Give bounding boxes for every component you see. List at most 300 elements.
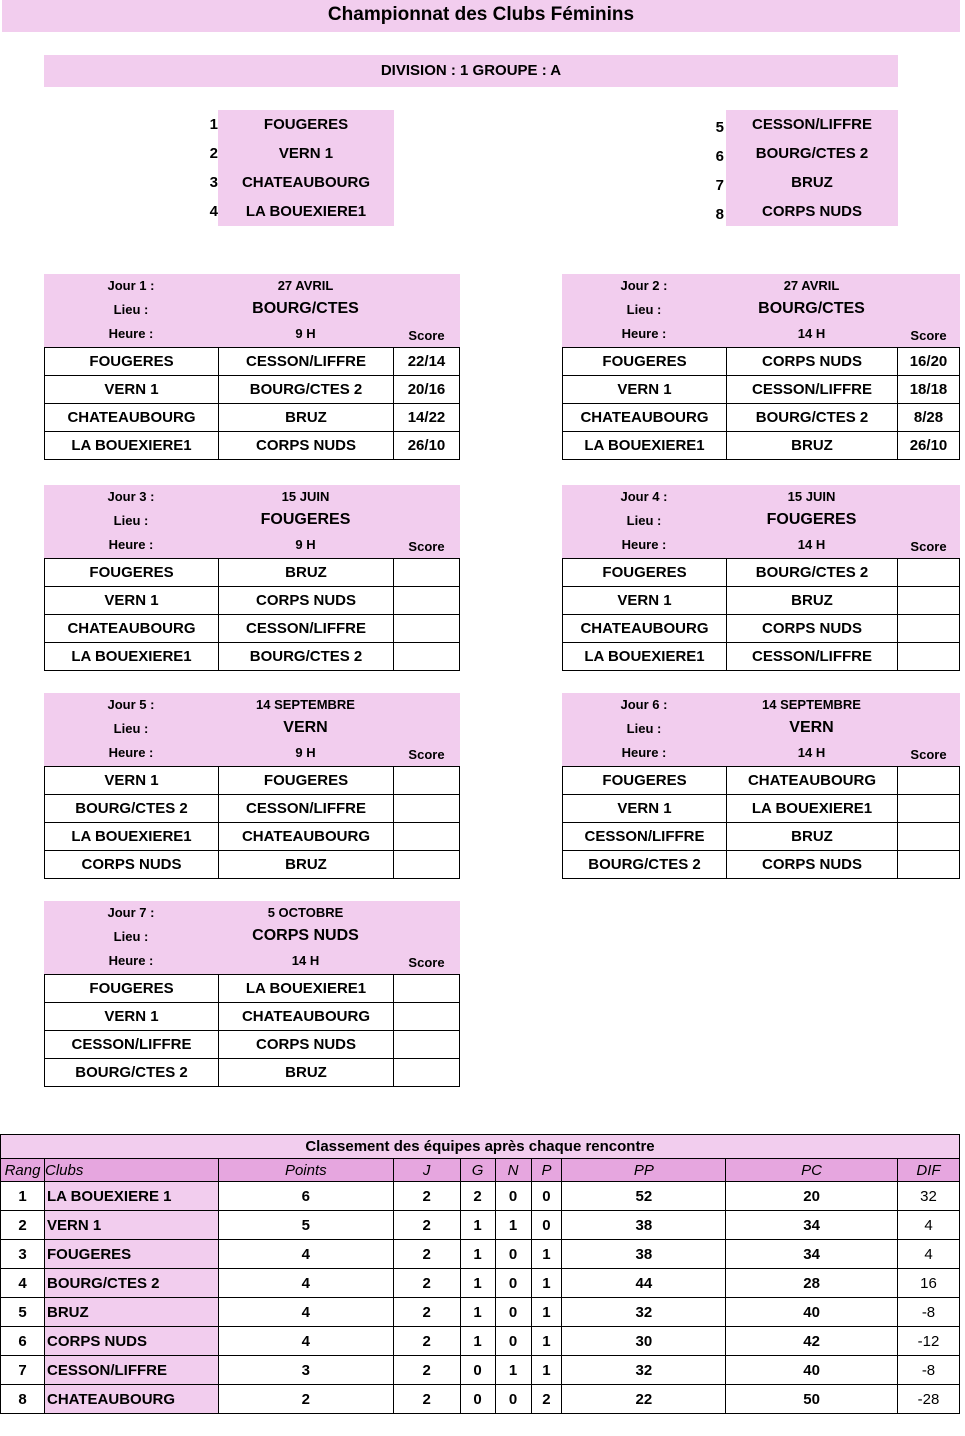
match-row bbox=[563, 823, 960, 851]
team-number: 6 bbox=[715, 148, 724, 165]
match-row bbox=[45, 432, 460, 460]
away-team: BRUZ bbox=[219, 404, 394, 432]
team-name: CHATEAUBOURG bbox=[241, 174, 371, 191]
match-row bbox=[563, 348, 960, 376]
match-score bbox=[898, 851, 960, 879]
away-team: CESSON/LIFFRE bbox=[219, 348, 394, 376]
match-row bbox=[45, 404, 460, 432]
stat-cell: 0 bbox=[460, 1385, 495, 1414]
standings-header-cell: N bbox=[495, 1159, 531, 1182]
rank-cell: 3 bbox=[1, 1240, 45, 1269]
home-team: VERN 1 bbox=[563, 587, 727, 615]
home-team: VERN 1 bbox=[45, 767, 219, 795]
team-name: BOURG/CTES 2 bbox=[755, 145, 869, 162]
stat-cell: 2 bbox=[393, 1385, 460, 1414]
stat-cell: 22 bbox=[562, 1385, 726, 1414]
team-number: 5 bbox=[715, 119, 724, 136]
team-number: 2 bbox=[209, 145, 218, 162]
match-row bbox=[45, 975, 460, 1003]
match-row bbox=[563, 559, 960, 587]
home-team: VERN 1 bbox=[45, 376, 219, 404]
stat-cell: 2 bbox=[393, 1327, 460, 1356]
stat-cell: 40 bbox=[726, 1356, 898, 1385]
match-table bbox=[44, 347, 460, 460]
day-time: 14 H bbox=[291, 953, 320, 968]
day-time: 9 H bbox=[295, 745, 316, 760]
score-label: Score bbox=[408, 955, 445, 970]
day-date: 27 AVRIL bbox=[277, 278, 334, 293]
away-team: CORPS NUDS bbox=[727, 851, 898, 879]
match-day-block bbox=[44, 274, 460, 460]
stat-cell: 1 bbox=[531, 1327, 562, 1356]
rank-cell: 8 bbox=[1, 1385, 45, 1414]
home-team: VERN 1 bbox=[45, 1003, 219, 1031]
day-date: 14 SEPTEMBRE bbox=[256, 697, 355, 712]
score-label: Score bbox=[910, 539, 947, 554]
stat-cell: 4 bbox=[218, 1327, 393, 1356]
heure-label: Heure : bbox=[621, 326, 667, 341]
day-header bbox=[562, 485, 960, 558]
away-team: LA BOUEXIERE1 bbox=[219, 975, 394, 1003]
heure-label: Heure : bbox=[108, 745, 154, 760]
away-team: CORPS NUDS bbox=[219, 1031, 394, 1059]
stat-cell: 32 bbox=[562, 1356, 726, 1385]
match-score: 26/10 bbox=[394, 432, 460, 460]
home-team: CHATEAUBOURG bbox=[563, 404, 727, 432]
match-score bbox=[898, 559, 960, 587]
club-cell: FOUGERES bbox=[44, 1240, 218, 1269]
day-header bbox=[44, 901, 460, 974]
match-row bbox=[563, 795, 960, 823]
home-team: LA BOUEXIERE1 bbox=[563, 643, 727, 671]
stat-cell: 2 bbox=[393, 1211, 460, 1240]
dif-cell: 4 bbox=[897, 1240, 959, 1269]
away-team: CHATEAUBOURG bbox=[219, 823, 394, 851]
away-team: FOUGERES bbox=[219, 767, 394, 795]
home-team: CHATEAUBOURG bbox=[45, 404, 219, 432]
match-row bbox=[45, 851, 460, 879]
day-venue: VERN bbox=[283, 719, 328, 736]
stat-cell: 38 bbox=[562, 1211, 726, 1240]
day-label: Jour 4 : bbox=[620, 489, 668, 504]
day-time: 14 H bbox=[797, 326, 826, 341]
day-date: 15 JUIN bbox=[281, 489, 330, 504]
rank-cell: 4 bbox=[1, 1269, 45, 1298]
away-team: CESSON/LIFFRE bbox=[219, 615, 394, 643]
away-team: BRUZ bbox=[219, 1059, 394, 1087]
standings-row bbox=[1, 1385, 960, 1414]
team-number: 1 bbox=[209, 116, 218, 133]
stat-cell: 0 bbox=[495, 1182, 531, 1211]
club-cell: LA BOUEXIERE 1 bbox=[44, 1182, 218, 1211]
stat-cell: 1 bbox=[531, 1356, 562, 1385]
page-title: Championnat des Clubs Féminins bbox=[2, 0, 960, 32]
standings-header-cell: DIF bbox=[897, 1159, 959, 1182]
day-venue: FOUGERES bbox=[766, 511, 857, 528]
stat-cell: 28 bbox=[726, 1269, 898, 1298]
team-number: 8 bbox=[715, 206, 724, 223]
heure-label: Heure : bbox=[108, 953, 154, 968]
day-label: Jour 5 : bbox=[107, 697, 155, 712]
dif-cell: 4 bbox=[897, 1211, 959, 1240]
stat-cell: 40 bbox=[726, 1298, 898, 1327]
rank-cell: 1 bbox=[1, 1182, 45, 1211]
stat-cell: 6 bbox=[218, 1182, 393, 1211]
match-row bbox=[45, 1003, 460, 1031]
day-header bbox=[44, 485, 460, 558]
match-row bbox=[563, 615, 960, 643]
stat-cell: 34 bbox=[726, 1240, 898, 1269]
match-score bbox=[898, 643, 960, 671]
team-name: LA BOUEXIERE1 bbox=[245, 203, 367, 220]
match-row bbox=[563, 404, 960, 432]
standings-row bbox=[1, 1182, 960, 1211]
match-row bbox=[45, 348, 460, 376]
stat-cell: 2 bbox=[393, 1182, 460, 1211]
stat-cell: 0 bbox=[495, 1269, 531, 1298]
stat-cell: 2 bbox=[218, 1385, 393, 1414]
stat-cell: 20 bbox=[726, 1182, 898, 1211]
match-score bbox=[394, 795, 460, 823]
stat-cell: 2 bbox=[460, 1182, 495, 1211]
away-team: CORPS NUDS bbox=[219, 432, 394, 460]
home-team: VERN 1 bbox=[563, 795, 727, 823]
day-header bbox=[44, 693, 460, 766]
standings-header-cell: Clubs bbox=[44, 1159, 218, 1182]
home-team: LA BOUEXIERE1 bbox=[563, 432, 727, 460]
match-score bbox=[394, 1003, 460, 1031]
day-label: Jour 1 : bbox=[107, 278, 155, 293]
home-team: FOUGERES bbox=[563, 348, 727, 376]
match-row bbox=[45, 643, 460, 671]
standings-header-cell: Points bbox=[218, 1159, 393, 1182]
match-day-block bbox=[44, 693, 460, 879]
score-label: Score bbox=[408, 539, 445, 554]
away-team: CORPS NUDS bbox=[727, 348, 898, 376]
club-cell: CESSON/LIFFRE bbox=[44, 1356, 218, 1385]
day-venue: VERN bbox=[789, 719, 834, 736]
match-score bbox=[394, 1059, 460, 1087]
match-row bbox=[45, 795, 460, 823]
team-number: 7 bbox=[715, 177, 724, 194]
home-team: LA BOUEXIERE1 bbox=[45, 432, 219, 460]
match-score bbox=[898, 767, 960, 795]
match-day-block bbox=[562, 274, 960, 460]
stat-cell: 1 bbox=[531, 1240, 562, 1269]
stat-cell: 44 bbox=[562, 1269, 726, 1298]
dif-cell: -8 bbox=[897, 1356, 959, 1385]
standings-row bbox=[1, 1298, 960, 1327]
standings-header-cell: PP bbox=[562, 1159, 726, 1182]
home-team: LA BOUEXIERE1 bbox=[45, 643, 219, 671]
stat-cell: 2 bbox=[531, 1385, 562, 1414]
lieu-label: Lieu : bbox=[626, 302, 662, 317]
home-team: CHATEAUBOURG bbox=[563, 615, 727, 643]
dif-cell: 32 bbox=[897, 1182, 959, 1211]
day-label: Jour 6 : bbox=[620, 697, 668, 712]
dif-cell: -8 bbox=[897, 1298, 959, 1327]
match-row bbox=[45, 587, 460, 615]
division-banner: DIVISION : 1 GROUPE : A bbox=[44, 55, 898, 87]
standings-row bbox=[1, 1211, 960, 1240]
stat-cell: 30 bbox=[562, 1327, 726, 1356]
lieu-label: Lieu : bbox=[626, 721, 662, 736]
match-score bbox=[394, 767, 460, 795]
stat-cell: 2 bbox=[393, 1240, 460, 1269]
home-team: FOUGERES bbox=[45, 975, 219, 1003]
home-team: BOURG/CTES 2 bbox=[45, 795, 219, 823]
match-score: 20/16 bbox=[394, 376, 460, 404]
day-date: 5 OCTOBRE bbox=[267, 905, 344, 920]
match-row bbox=[563, 851, 960, 879]
club-cell: BRUZ bbox=[44, 1298, 218, 1327]
away-team: BRUZ bbox=[727, 432, 898, 460]
stat-cell: 0 bbox=[531, 1182, 562, 1211]
dif-cell: 16 bbox=[897, 1269, 959, 1298]
match-score bbox=[394, 587, 460, 615]
team-name: VERN 1 bbox=[278, 145, 334, 162]
match-row bbox=[563, 643, 960, 671]
stat-cell: 1 bbox=[460, 1327, 495, 1356]
day-label: Jour 3 : bbox=[107, 489, 155, 504]
match-score bbox=[394, 643, 460, 671]
stat-cell: 0 bbox=[495, 1298, 531, 1327]
team-number: 3 bbox=[209, 174, 218, 191]
score-label: Score bbox=[910, 747, 947, 762]
day-time: 9 H bbox=[295, 326, 316, 341]
match-day-block bbox=[562, 485, 960, 671]
home-team: FOUGERES bbox=[563, 767, 727, 795]
match-score: 26/10 bbox=[898, 432, 960, 460]
standings-row bbox=[1, 1240, 960, 1269]
team-name: FOUGERES bbox=[263, 116, 349, 133]
score-label: Score bbox=[408, 747, 445, 762]
score-label: Score bbox=[408, 328, 445, 343]
stat-cell: 1 bbox=[531, 1269, 562, 1298]
club-cell: CHATEAUBOURG bbox=[44, 1385, 218, 1414]
home-team: VERN 1 bbox=[45, 587, 219, 615]
stat-cell: 2 bbox=[393, 1356, 460, 1385]
rank-cell: 7 bbox=[1, 1356, 45, 1385]
match-row bbox=[45, 1031, 460, 1059]
standings-header-cell: G bbox=[460, 1159, 495, 1182]
stat-cell: 0 bbox=[495, 1385, 531, 1414]
heure-label: Heure : bbox=[108, 537, 154, 552]
match-score bbox=[898, 795, 960, 823]
match-row bbox=[563, 376, 960, 404]
day-venue: BOURG/CTES bbox=[758, 300, 865, 317]
stat-cell: 2 bbox=[393, 1269, 460, 1298]
away-team: BRUZ bbox=[219, 851, 394, 879]
day-time: 14 H bbox=[797, 537, 826, 552]
match-score bbox=[898, 615, 960, 643]
match-score bbox=[394, 975, 460, 1003]
stat-cell: 34 bbox=[726, 1211, 898, 1240]
match-day-block bbox=[562, 693, 960, 879]
heure-label: Heure : bbox=[621, 537, 667, 552]
standings-header-cell: J bbox=[393, 1159, 460, 1182]
rank-cell: 6 bbox=[1, 1327, 45, 1356]
day-header bbox=[562, 693, 960, 766]
standings-header-row bbox=[1, 1159, 960, 1182]
lieu-label: Lieu : bbox=[113, 929, 149, 944]
home-team: CESSON/LIFFRE bbox=[45, 1031, 219, 1059]
away-team: BOURG/CTES 2 bbox=[727, 559, 898, 587]
match-table bbox=[44, 766, 460, 879]
stat-cell: 52 bbox=[562, 1182, 726, 1211]
away-team: CORPS NUDS bbox=[219, 587, 394, 615]
score-label: Score bbox=[910, 328, 947, 343]
home-team: LA BOUEXIERE1 bbox=[45, 823, 219, 851]
standings-table bbox=[0, 1158, 960, 1414]
stat-cell: 4 bbox=[218, 1240, 393, 1269]
stat-cell: 2 bbox=[393, 1298, 460, 1327]
away-team: BRUZ bbox=[727, 587, 898, 615]
day-header bbox=[562, 274, 960, 347]
lieu-label: Lieu : bbox=[113, 302, 149, 317]
day-date: 15 JUIN bbox=[787, 489, 836, 504]
match-table bbox=[44, 974, 460, 1087]
dif-cell: -28 bbox=[897, 1385, 959, 1414]
match-day-block bbox=[44, 901, 460, 1087]
match-score: 18/18 bbox=[898, 376, 960, 404]
stat-cell: 50 bbox=[726, 1385, 898, 1414]
match-score bbox=[394, 823, 460, 851]
home-team: VERN 1 bbox=[563, 376, 727, 404]
away-team: CORPS NUDS bbox=[727, 615, 898, 643]
match-row bbox=[45, 376, 460, 404]
match-row bbox=[563, 767, 960, 795]
match-score: 8/28 bbox=[898, 404, 960, 432]
stat-cell: 4 bbox=[218, 1298, 393, 1327]
day-venue: FOUGERES bbox=[260, 511, 351, 528]
match-row bbox=[45, 767, 460, 795]
stat-cell: 38 bbox=[562, 1240, 726, 1269]
match-score bbox=[394, 559, 460, 587]
match-row bbox=[45, 823, 460, 851]
match-score bbox=[394, 851, 460, 879]
stat-cell: 0 bbox=[460, 1356, 495, 1385]
away-team: LA BOUEXIERE1 bbox=[727, 795, 898, 823]
club-cell: VERN 1 bbox=[44, 1211, 218, 1240]
team-list-box bbox=[726, 110, 898, 226]
home-team: FOUGERES bbox=[45, 348, 219, 376]
match-score: 22/14 bbox=[394, 348, 460, 376]
lieu-label: Lieu : bbox=[626, 513, 662, 528]
away-team: CESSON/LIFFRE bbox=[727, 643, 898, 671]
stat-cell: 1 bbox=[495, 1356, 531, 1385]
away-team: BOURG/CTES 2 bbox=[219, 376, 394, 404]
stat-cell: 3 bbox=[218, 1356, 393, 1385]
club-cell: CORPS NUDS bbox=[44, 1327, 218, 1356]
heure-label: Heure : bbox=[108, 326, 154, 341]
stat-cell: 1 bbox=[495, 1211, 531, 1240]
standings-header-cell: P bbox=[531, 1159, 562, 1182]
match-score bbox=[898, 823, 960, 851]
stat-cell: 42 bbox=[726, 1327, 898, 1356]
away-team: CHATEAUBOURG bbox=[727, 767, 898, 795]
home-team: BOURG/CTES 2 bbox=[563, 851, 727, 879]
standings-row bbox=[1, 1269, 960, 1298]
day-venue: CORPS NUDS bbox=[252, 927, 359, 944]
standings-header-cell: PC bbox=[726, 1159, 898, 1182]
away-team: CHATEAUBOURG bbox=[219, 1003, 394, 1031]
heure-label: Heure : bbox=[621, 745, 667, 760]
stat-cell: 0 bbox=[495, 1327, 531, 1356]
standings-row bbox=[1, 1356, 960, 1385]
match-table bbox=[562, 558, 960, 671]
stat-cell: 0 bbox=[495, 1240, 531, 1269]
stat-cell: 1 bbox=[531, 1298, 562, 1327]
stat-cell: 32 bbox=[562, 1298, 726, 1327]
away-team: BOURG/CTES 2 bbox=[727, 404, 898, 432]
team-number: 4 bbox=[209, 203, 218, 220]
day-time: 14 H bbox=[797, 745, 826, 760]
home-team: BOURG/CTES 2 bbox=[45, 1059, 219, 1087]
stat-cell: 5 bbox=[218, 1211, 393, 1240]
dif-cell: -12 bbox=[897, 1327, 959, 1356]
match-score bbox=[898, 587, 960, 615]
match-table bbox=[562, 766, 960, 879]
day-label: Jour 2 : bbox=[620, 278, 668, 293]
match-row bbox=[45, 1059, 460, 1087]
team-name: CORPS NUDS bbox=[761, 203, 862, 220]
standings-header-cell: Rang bbox=[1, 1159, 45, 1182]
rank-cell: 5 bbox=[1, 1298, 45, 1327]
away-team: CESSON/LIFFRE bbox=[219, 795, 394, 823]
lieu-label: Lieu : bbox=[113, 721, 149, 736]
day-date: 27 AVRIL bbox=[783, 278, 840, 293]
home-team: CESSON/LIFFRE bbox=[563, 823, 727, 851]
match-score: 16/20 bbox=[898, 348, 960, 376]
home-team: FOUGERES bbox=[45, 559, 219, 587]
stat-cell: 0 bbox=[531, 1211, 562, 1240]
match-score bbox=[394, 615, 460, 643]
team-list-box bbox=[218, 110, 394, 226]
match-table bbox=[44, 558, 460, 671]
day-date: 14 SEPTEMBRE bbox=[762, 697, 861, 712]
away-team: BOURG/CTES 2 bbox=[219, 643, 394, 671]
standings-row bbox=[1, 1327, 960, 1356]
day-time: 9 H bbox=[295, 537, 316, 552]
stat-cell: 1 bbox=[460, 1298, 495, 1327]
home-team: CORPS NUDS bbox=[45, 851, 219, 879]
day-label: Jour 7 : bbox=[107, 905, 155, 920]
team-name: CESSON/LIFFRE bbox=[751, 116, 872, 133]
match-score bbox=[394, 1031, 460, 1059]
away-team: BRUZ bbox=[727, 823, 898, 851]
lieu-label: Lieu : bbox=[113, 513, 149, 528]
stat-cell: 1 bbox=[460, 1211, 495, 1240]
stat-cell: 4 bbox=[218, 1269, 393, 1298]
match-row bbox=[45, 559, 460, 587]
home-team: FOUGERES bbox=[563, 559, 727, 587]
home-team: CHATEAUBOURG bbox=[45, 615, 219, 643]
club-cell: BOURG/CTES 2 bbox=[44, 1269, 218, 1298]
stat-cell: 1 bbox=[460, 1240, 495, 1269]
standings-title: Classement des équipes après chaque rencontre bbox=[0, 1134, 960, 1158]
team-name: BRUZ bbox=[791, 174, 833, 191]
match-score: 14/22 bbox=[394, 404, 460, 432]
away-team: CESSON/LIFFRE bbox=[727, 376, 898, 404]
match-table bbox=[562, 347, 960, 460]
match-row bbox=[563, 432, 960, 460]
day-venue: BOURG/CTES bbox=[252, 300, 359, 317]
match-day-block bbox=[44, 485, 460, 671]
match-row bbox=[563, 587, 960, 615]
stat-cell: 1 bbox=[460, 1269, 495, 1298]
away-team: BRUZ bbox=[219, 559, 394, 587]
